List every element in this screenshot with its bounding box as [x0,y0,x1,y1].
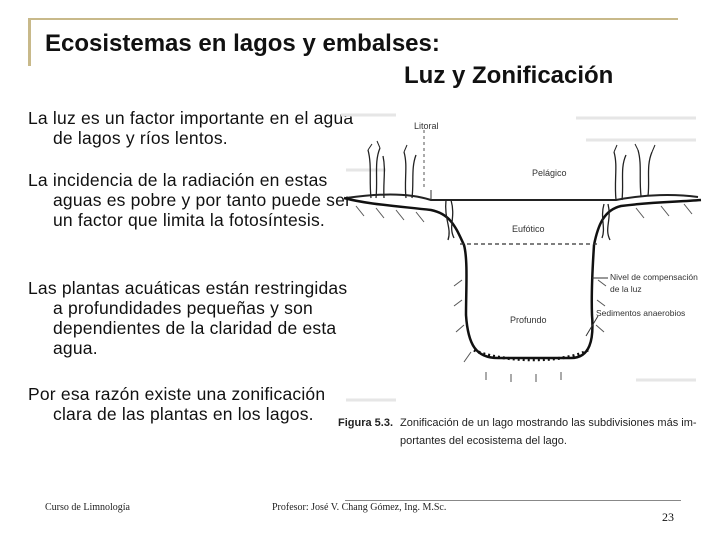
label-pelagico: Pelágico [532,168,567,178]
reed-tips [368,141,655,152]
label-eufotico: Eufótico [512,224,545,234]
caption-line1: Zonificación de un lago mostrando las subdivisiones más im- [400,417,697,429]
title-frame-vertical [28,18,31,66]
slide-title-line1: Ecosistemas en lagos y embalses: [45,30,440,57]
page-number: 23 [662,510,674,524]
title-frame-horizontal [28,18,678,20]
water-surface-line [346,195,698,201]
footer-divider [345,500,681,501]
label-profundo: Profundo [510,315,547,325]
label-sedimentos: Sedimentos anaerobios [596,308,686,318]
caption-figure-number: Figura 5.3. [338,417,394,429]
caption-line2: portantes del ecosistema del lago. [400,435,567,447]
slide-title-line2: Luz y Zonificación [404,62,614,89]
paragraph-1: La luz es un factor importante en el agua de lagos y ríos lentos. [28,108,354,148]
paragraph-4: Por esa razón existe una zonificación clara de las plantas en los lagos. [28,384,326,424]
label-nivel-line2: de la luz [610,284,642,294]
paragraph-2: La incidencia de la radiación en estas aguas es pobre y por tanto puede ser un factor que limita la fotosíntesis. [28,170,352,230]
footer-professor: Profesor: José V. Chang Gómez, Ing. M.Sc. [272,502,447,513]
lake-zonation-figure [336,100,706,470]
bottom-marks [486,372,561,382]
lake-diagram [336,100,706,470]
paragraph-3: Las plantas acuáticas están restringidas a profundidades pequeñas y son dependientes de la claridad de esta agua. [28,278,348,358]
label-litoral: Litoral [414,121,439,131]
label-nivel-line1: Nivel de compensación [610,272,698,282]
footer-course: Curso de Limnología [45,502,130,513]
